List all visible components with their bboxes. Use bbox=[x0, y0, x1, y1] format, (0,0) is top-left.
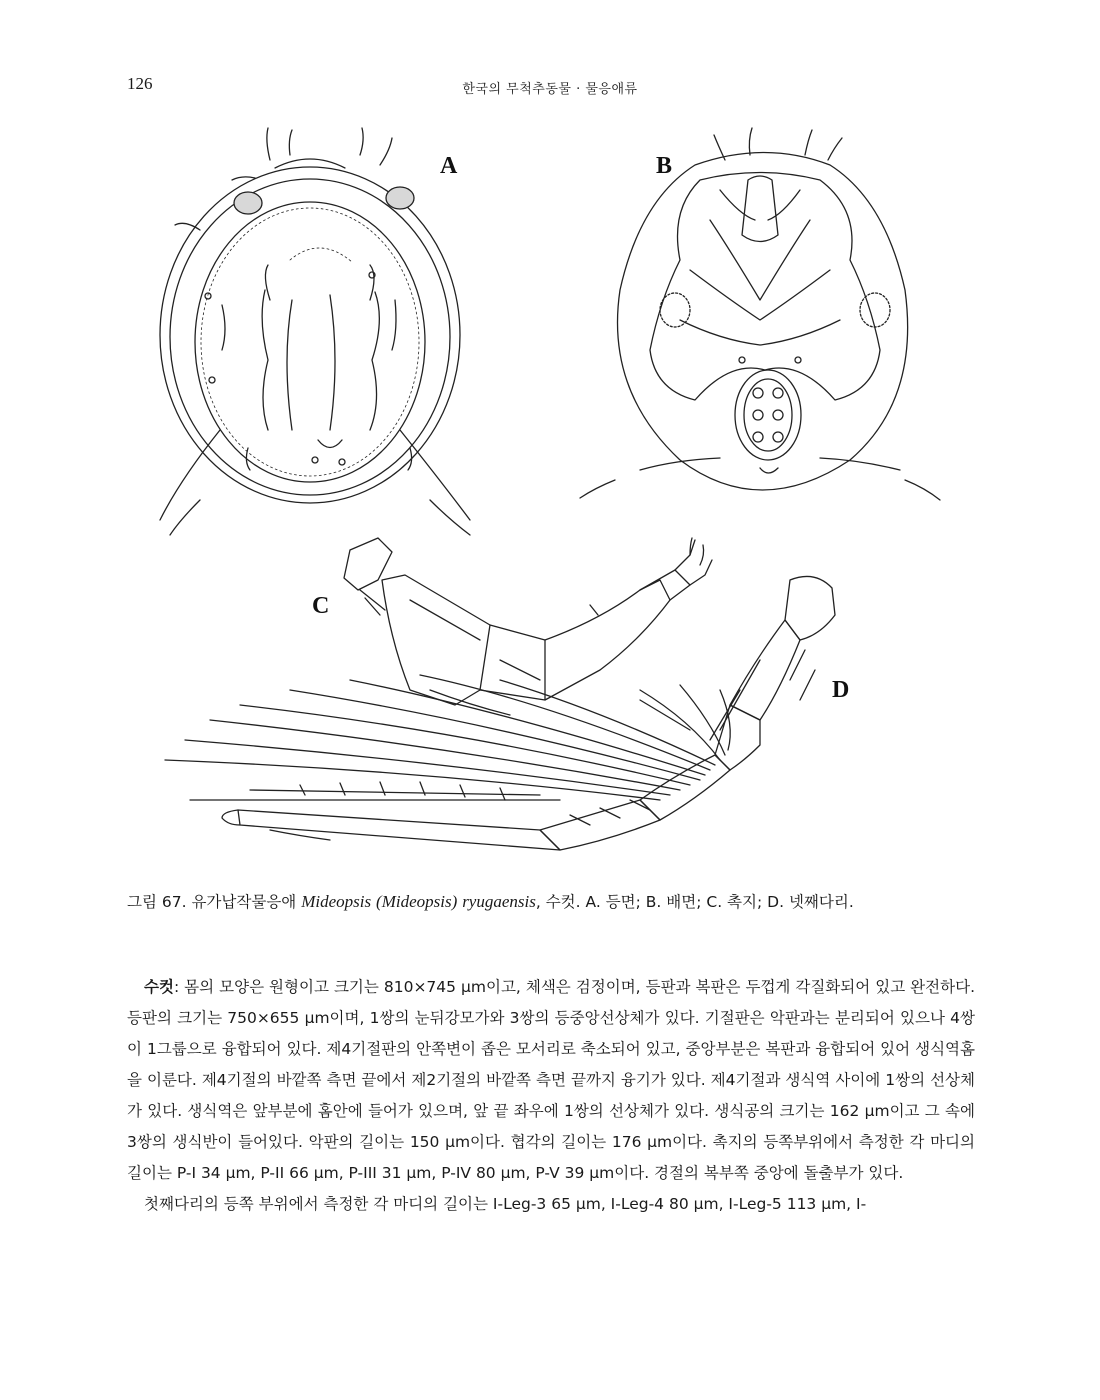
page-number: 126 bbox=[127, 74, 153, 93]
description-body bbox=[127, 972, 975, 1220]
panel-label-c: C bbox=[312, 593, 330, 619]
panel-label-b: B bbox=[656, 153, 673, 179]
caption-species: ryugaensis bbox=[462, 892, 536, 911]
paragraph-text: : 몸의 모양은 원형이고 크기는 810×745 μm이고, 체색은 검정이며, 등판과 복판은 두껍게 각질화되어 있고 완전하다. 등판의 크기는 750×655 μm이며, 1쌍의 눈뒤강모가와 3쌍의 등중앙선상체가 있다. 기절판은 악판과는 분리되어 있으나 4쌍이 1그룹으로 융합되어 있다. 제4기절판의 안쪽변이 좁은 모서리로 축소되어 있고, 중앙부분은 복판과 융합되어 있어 생식역홈을 이룬다. 제4기절의 바깥쪽 측면 끝에서 제2기절의 바깥쪽 측면 끝까지 융기가 있다. 제4기절과 생식역 사이에 1쌍의 선상체가 있다. 생식역은 앞부분에 홈안에 들어가 있으며, 앞 끝 좌우에 1쌍의 선상체가 있다. 생식공의 크기는 162 μm이고 그 속에 3쌍의 생식반이 들어있다. 악판의 길이는 150 μm이다. 협각의 길이는 176 μm이다. 촉지의 등쪽부위에서 측정한 각 마디의 길이는 P-I 34 μm, P-II 66 μm, P-III 31 μm, P-IV 80 μm, P-V 39 μm이다. 경절의 복부쪽 중앙에 돌출부가 있다. bbox=[127, 978, 975, 1182]
caption-genus: Mideopsis bbox=[301, 892, 372, 911]
figure-caption bbox=[127, 890, 987, 912]
panel-label-a: A bbox=[440, 153, 458, 179]
paragraph-term: 수컷 bbox=[144, 978, 174, 996]
panel-b-ventral-drawing bbox=[580, 128, 940, 500]
caption-suffix: , 수컷. A. 등면; B. 배면; C. 촉지; D. 넷째다리. bbox=[535, 893, 854, 911]
panel-a-dorsal-drawing bbox=[160, 128, 470, 535]
panel-label-d: D bbox=[832, 677, 850, 703]
panel-d-leg-drawing bbox=[165, 576, 835, 850]
caption-prefix: 그림 67. 유가납작물응애 bbox=[127, 893, 302, 911]
running-header: 한국의 무척추동물 · 물응애류 bbox=[462, 82, 638, 97]
paragraph-male-description bbox=[127, 972, 975, 1189]
caption-subgenus: (Mideopsis) bbox=[376, 892, 458, 911]
paragraph-first-leg: 첫째다리의 등쪽 부위에서 측정한 각 마디의 길이는 I-Leg-3 65 μm, I-Leg-4 80 μm, I-Leg-5 113 μm, I- bbox=[144, 1195, 867, 1213]
